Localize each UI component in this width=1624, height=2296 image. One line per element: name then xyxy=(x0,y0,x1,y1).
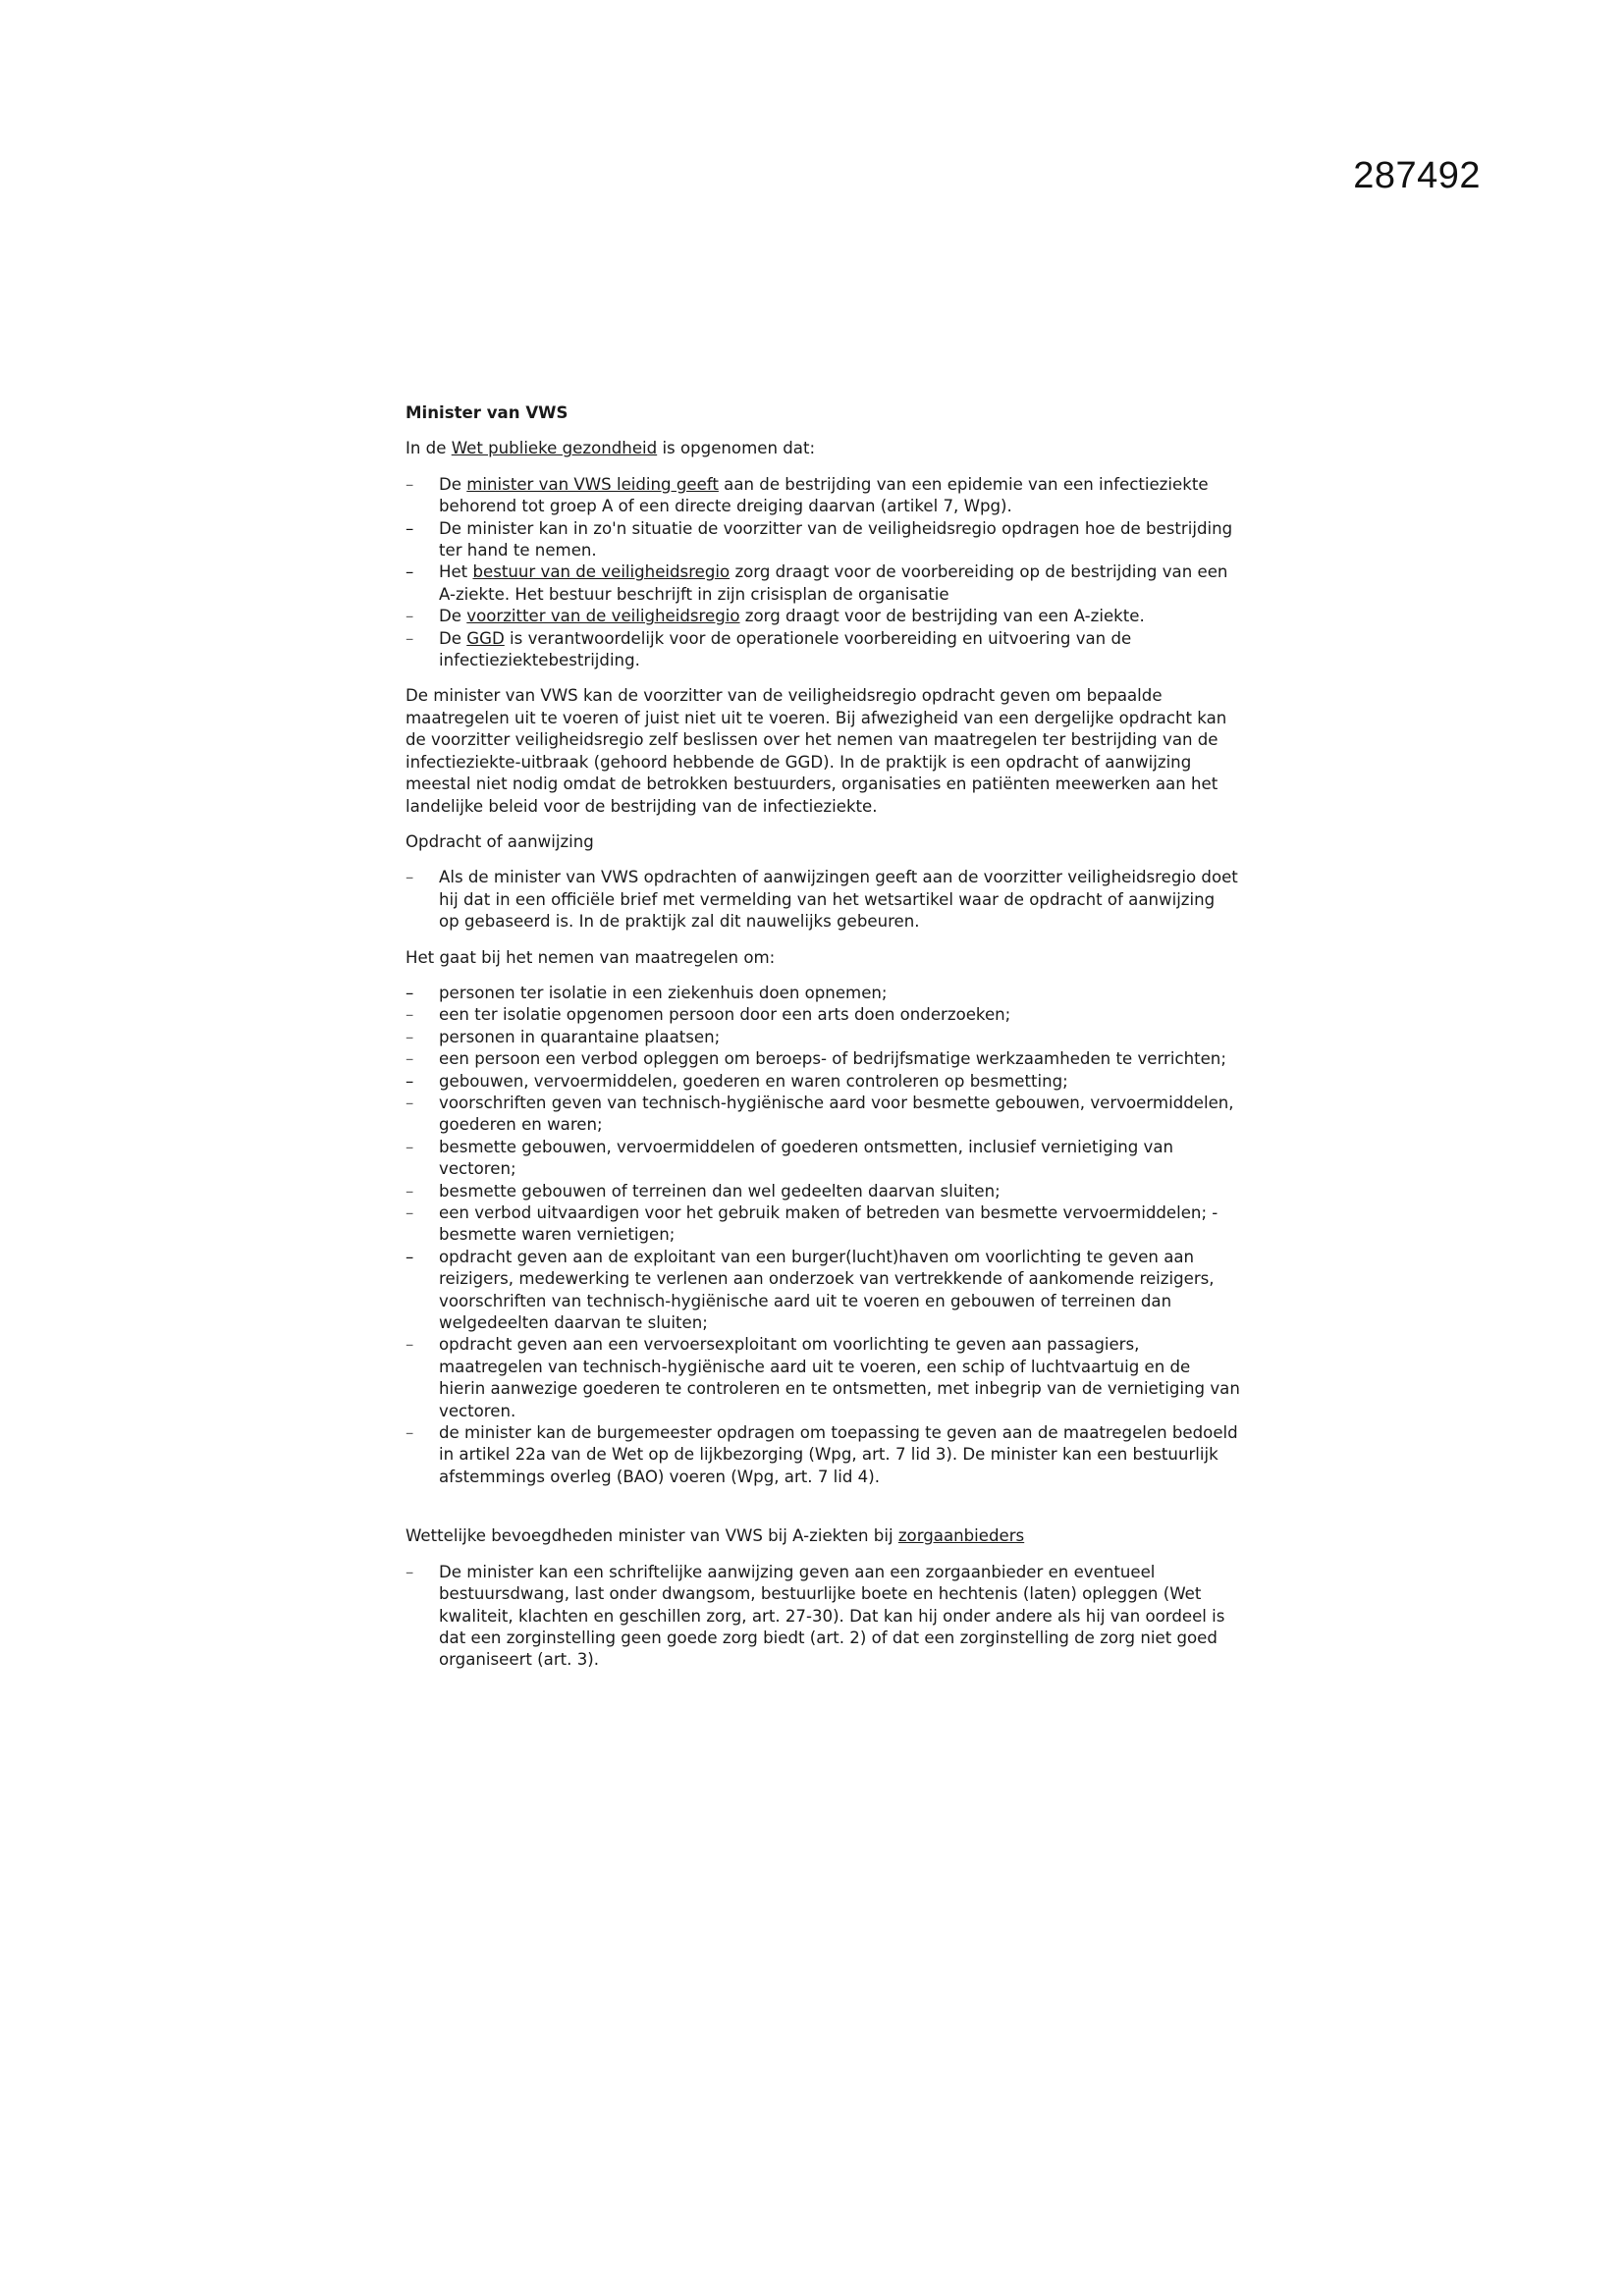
list-item: – De voorzitter van de veiligheidsregio zorg draagt voor de bestrijding van een A-ziekte. xyxy=(406,606,1240,627)
inline-link[interactable]: voorzitter van de veiligheidsregio xyxy=(466,607,740,626)
zorgaanbieders-list xyxy=(406,1562,1240,1672)
inline-link[interactable]: GGD xyxy=(466,628,505,648)
body-paragraph: De minister van VWS kan de voorzitter van de veiligheidsregio opdracht geven om bepaalde maatregelen uit te voeren of juist niet uit te voeren. Bij afwezigheid van een dergelijke opdracht kan de voorzitter veiligheidsregio zelf beslissen over het nemen van maatregelen ter bestrijding van de infectieziekte-uitbraak (gehoord hebbende de GGD). In de praktijk is een opdracht of aanwijzing meestal niet nodig omdat de betrokken bestuurders, organisaties en patiënten meewerken aan het landelijke beleid voor de bestrijding van de infectieziekte. xyxy=(406,686,1227,816)
list-item: – besmette gebouwen of terreinen dan wel gedeelten daarvan sluiten; xyxy=(406,1181,1240,1202)
list-item: – De minister kan in zo'n situatie de voorzitter van de veiligheidsregio opdragen hoe de bestrijding ter hand te nemen. xyxy=(406,518,1240,562)
list-item: – besmette gebouwen, vervoermiddelen of goederen ontsmetten, inclusief vernietiging van vectoren; xyxy=(406,1137,1240,1181)
intro-paragraph xyxy=(406,438,1240,459)
list-item: – De GGD is verantwoordelijk voor de operationele voorbereiding en uitvoering van de infectieziektebestrijding. xyxy=(406,628,1240,672)
list-item: – een persoon een verbod opleggen om beroeps- of bedrijfsmatige werkzaamheden te verrichten; xyxy=(406,1048,1240,1070)
list-item: – personen in quarantaine plaatsen; xyxy=(406,1027,1240,1048)
list-item: – Als de minister van VWS opdrachten of aanwijzingen geeft aan de voorzitter veiligheidsregio doet hij dat in een officiële brief met vermelding van het wetsartikel waar de opdracht of aanwijzing op gebaseerd is. In de praktijk zal dit nauwelijks gebeuren. xyxy=(406,867,1240,933)
subheading-maatregelen: Het gaat bij het nemen van maatregelen om: xyxy=(406,947,776,967)
list-item: – personen ter isolatie in een ziekenhuis doen opnemen; xyxy=(406,983,1240,1004)
list-item: – opdracht geven aan de exploitant van een burger(lucht)haven om voorlichting te geven aan reizigers, medewerking te verlenen aan onderzoek van vertrekkende of aankomende reizigers, voorschriften van technisch-hygiënische aard uit te voeren en gebouwen of terreinen dan welgedeelten daarvan te sluiten; xyxy=(406,1247,1240,1335)
list-item: – een ter isolatie opgenomen persoon door een arts doen onderzoeken; xyxy=(406,1004,1240,1026)
subheading-zorgaanbieders: Wettelijke bevoegdheden minister van VWS bij A-ziekten bij zorgaanbieders xyxy=(406,1526,1025,1546)
list-item: – opdracht geven aan een vervoersexploitant om voorlichting te geven aan passagiers, maatregelen van technisch-hygiënische aard uit te voeren, een schip of luchtvaartuig en de hierin aanwezige goederen te controleren en te ontsmetten, met inbegrip van de vernietiging van vectoren. xyxy=(406,1334,1240,1422)
list-item: – een verbod uitvaardigen voor het gebruik maken of betreden van besmette vervoermiddelen; - besmette waren vernietigen; xyxy=(406,1202,1240,1247)
subheading-opdracht: Opdracht of aanwijzing xyxy=(406,831,594,851)
document-number: 287492 xyxy=(1353,155,1481,196)
section-heading: Minister van VWS xyxy=(406,403,568,422)
list-item: – Het bestuur van de veiligheidsregio zorg draagt voor de voorbereiding op de bestrijding van een A-ziekte. Het bestuur beschrijft in zijn crisisplan de organisatie xyxy=(406,561,1240,606)
list-item: – De minister kan een schriftelijke aanwijzing geven aan een zorgaanbieder en eventueel bestuursdwang, last onder dwangsom, bestuurlijke boete en hechtenis (laten) opleggen (Wet kwaliteit, klachten en geschillen zorg, art. 27-30). Dat kan hij onder andere als hij van oordeel is dat een zorginstelling geen goede zorg biedt (art. 2) of dat een zorginstelling de zorg niet goed organiseert (art. 3). xyxy=(406,1562,1240,1672)
opdracht-list xyxy=(406,867,1240,933)
list-item: – gebouwen, vervoermiddelen, goederen en waren controleren op besmetting; xyxy=(406,1071,1240,1093)
intro-post: is opgenomen dat: xyxy=(657,439,816,458)
list-item: – de minister kan de burgemeester opdragen om toepassing te geven aan de maatregelen bedoeld in artikel 22a van de Wet op de lijkbezorging (Wpg, art. 7 lid 3). De minister kan een bestuurlijk afstemmings overleg (BAO) voeren (Wpg, art. 7 lid 4). xyxy=(406,1422,1240,1488)
zorgaanbieders-link[interactable]: zorgaanbieders xyxy=(897,1526,1025,1546)
wpg-link[interactable]: Wet publieke gezondheid xyxy=(451,439,658,458)
responsibilities-list xyxy=(406,474,1240,672)
document-body xyxy=(406,402,1240,1685)
inline-link[interactable]: minister van VWS leiding geeft xyxy=(466,474,719,494)
inline-link[interactable]: bestuur van de veiligheidsregio xyxy=(472,562,731,582)
maatregelen-list xyxy=(406,983,1240,1488)
list-item: – De minister van VWS leiding geeft aan de bestrijding van een epidemie van een infectieziekte behorend tot groep A of een directe dreiging daarvan (artikel 7, Wpg). xyxy=(406,474,1240,518)
list-item: – voorschriften geven van technisch-hygiënische aard voor besmette gebouwen, vervoermiddelen, goederen en waren; xyxy=(406,1093,1240,1137)
spacer xyxy=(406,1502,1240,1525)
intro-pre: In de xyxy=(406,439,452,458)
